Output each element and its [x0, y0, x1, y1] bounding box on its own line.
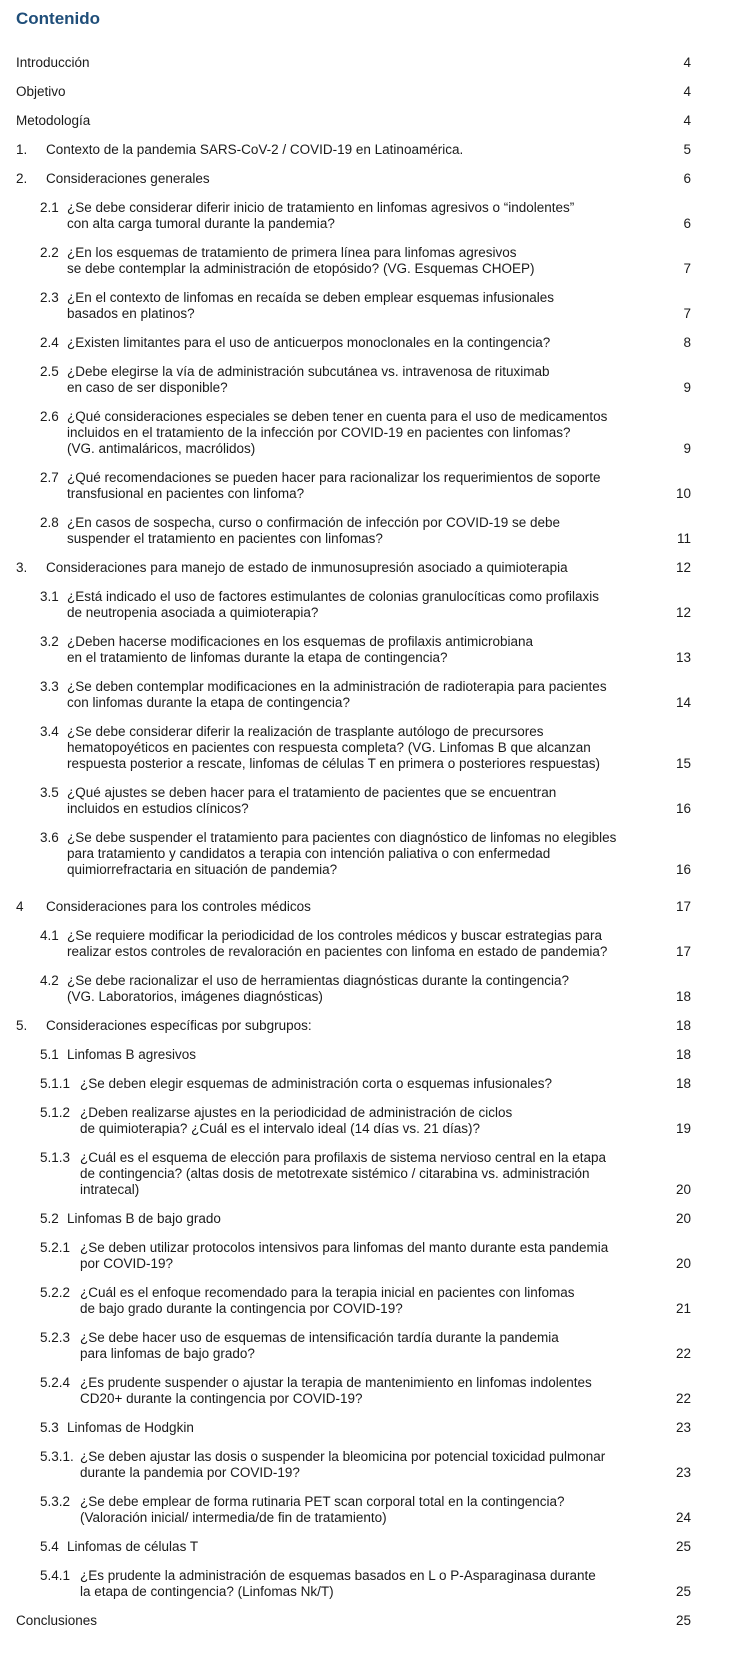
toc-page-number: 6 [683, 171, 691, 186]
toc-entry-title-line: (Valoración inicial/ intermedia/de fin de tratamiento) [80, 1510, 387, 1525]
toc-entry-number: 2.8 [40, 515, 59, 530]
toc-entry-title[interactable] [80, 1285, 575, 1317]
toc-entry-title-line: ¿Se deben elegir esquemas de administración corta o esquemas infusionales? [80, 1076, 553, 1091]
toc-page-number: 10 [675, 486, 691, 501]
toc-entry-number: 3. [16, 560, 28, 575]
toc-entry-title[interactable] [67, 830, 616, 878]
toc-entry-title-line: ¿Se debe suspender el tratamiento para pacientes con diagnóstico de linfomas no elegibles [67, 830, 617, 845]
toc-entry-title-line: Contexto de la pandemia SARS-CoV-2 / COVID-19 en Latinoamérica. [46, 142, 464, 157]
toc-entry-title-line: la etapa de contingencia? (Linfomas Nk/T) [80, 1584, 334, 1599]
toc-entry-title-line: en caso de ser disponible? [67, 380, 228, 395]
toc-entry-number: 5.1 [40, 1047, 59, 1062]
toc-entry-title-line: ¿Se deben contemplar modificaciones en la administración de radioterapia para pacientes [67, 679, 607, 694]
toc-entry-number: 2.4 [40, 335, 59, 350]
toc-entry-title-line: Metodología [16, 113, 91, 128]
toc-page-number: 17 [675, 899, 691, 914]
toc-entry-title-line: para linfomas de bajo grado? [80, 1346, 255, 1361]
toc-page-number: 25 [675, 1584, 691, 1599]
toc-entry-title-line: ¿Se requiere modificar la periodicidad de los controles médicos y buscar estrategias para [67, 928, 603, 943]
toc-entry-title[interactable] [67, 1420, 194, 1436]
toc-entry-title-line: CD20+ durante la contingencia por COVID-19? [80, 1391, 363, 1406]
toc-entry-number: 2. [16, 171, 28, 186]
toc-entry-title-line: suspender el tratamiento en pacientes con linfomas? [67, 531, 383, 546]
toc-entry-number: 5. [16, 1018, 28, 1033]
toc-entry-number: 5.2.4 [40, 1375, 71, 1390]
toc-page-number: 16 [675, 862, 691, 877]
toc-entry-title-line: ¿Es prudente suspender o ajustar la terapia de mantenimiento en linfomas indolentes [80, 1375, 592, 1390]
toc-entry-title[interactable] [46, 171, 210, 187]
toc-page-number: 25 [675, 1539, 691, 1554]
toc-entry-title-line: se debe contemplar la administración de etopósido? (VG. Esquemas CHOEP) [67, 261, 535, 276]
toc-entry-title-line: ¿Se debe racionalizar el uso de herramientas diagnósticas durante la contingencia? [67, 973, 570, 988]
toc-entry-number: 3.4 [40, 724, 59, 739]
toc-entry-title[interactable] [67, 1047, 196, 1063]
toc-entry-title-line: ¿Está indicado el uso de factores estimulantes de colonias granulocíticas como profilaxis [67, 589, 600, 604]
toc-entry-title[interactable] [80, 1330, 559, 1362]
toc-entry-title[interactable] [46, 142, 463, 158]
toc-entry-number: 4.2 [40, 973, 59, 988]
toc-entry-number: 4 [16, 899, 24, 914]
toc-entry-title[interactable] [46, 899, 311, 915]
toc-page-number: 18 [675, 1047, 691, 1062]
toc-entry-title[interactable] [16, 55, 90, 71]
toc-entry-title-line: durante la pandemia por COVID-19? [80, 1465, 300, 1480]
toc-entry-title-line: incluidos en el tratamiento de la infección por COVID-19 en pacientes con linfomas? [67, 425, 571, 440]
toc-entry-number: 5.2.3 [40, 1330, 71, 1345]
toc-entry-title-line: Consideraciones para manejo de estado de inmunosupresión asociado a quimioterapia [46, 560, 568, 575]
toc-page-number: 18 [675, 1076, 691, 1091]
toc-entry-title-line: ¿Es prudente la administración de esquemas basados en L o P-Asparaginasa durante [80, 1568, 596, 1583]
toc-entry-title-line: ¿Qué consideraciones especiales se deben tener en cuenta para el uso de medicamentos [67, 409, 608, 424]
toc-page-number: 9 [683, 441, 691, 456]
toc-page-number: 4 [683, 84, 691, 99]
toc-page-number: 24 [675, 1510, 691, 1525]
toc-entry-title-line: Consideraciones específicas por subgrupos: [46, 1018, 312, 1033]
toc-entry-number: 2.6 [40, 409, 59, 424]
toc-entry-title-line: ¿Qué recomendaciones se pueden hacer para racionalizar los requerimientos de soporte [67, 470, 601, 485]
toc-entry-title[interactable] [16, 113, 90, 129]
toc-entry-number: 5.4 [40, 1539, 59, 1554]
toc-entry-title-line: ¿Deben hacerse modificaciones en los esquemas de profilaxis antimicrobiana [67, 634, 533, 649]
toc-entry-number: 5.2 [40, 1211, 59, 1226]
toc-entry-number: 3.1 [40, 589, 59, 604]
toc-page-number: 20 [675, 1182, 691, 1197]
toc-entry-title-line: con linfomas durante la etapa de contingencia? [67, 695, 350, 710]
toc-entry-title-line: Linfomas de células T [67, 1539, 199, 1554]
toc-entry-title[interactable] [67, 409, 607, 457]
toc-page-number: 19 [675, 1121, 691, 1136]
toc-entry-title[interactable] [67, 245, 534, 277]
toc-entry-number: 5.3.2 [40, 1494, 71, 1509]
toc-entry-title-line: por COVID-19? [80, 1256, 174, 1271]
toc-page-number: 22 [675, 1391, 691, 1406]
toc-entry-title[interactable] [80, 1568, 596, 1600]
toc-entry-number: 2.1 [40, 200, 59, 215]
toc-entry-title-line: ¿Cuál es el enfoque recomendado para la terapia inicial en pacientes con linfomas [80, 1285, 575, 1300]
toc-entry-title-line: ¿Se debe considerar diferir la realización de trasplante autólogo de precursores [67, 724, 544, 739]
toc-entry-title-line: (VG. Laboratorios, imágenes diagnósticas) [67, 989, 323, 1004]
toc-entry-title-line: de neutropenia asociada a quimioterapia? [67, 605, 319, 620]
toc-entry-number: 3.5 [40, 785, 59, 800]
toc-entry-title-line: Consideraciones generales [46, 171, 210, 186]
toc-entry-title-line: hematopoyéticos en pacientes con respuesta completa? (VG. Linfomas B que alcanzan [67, 740, 591, 755]
toc-entry-number: 3.6 [40, 830, 59, 845]
toc-page-number: 12 [675, 605, 691, 620]
toc-entry-title-line: quimiorrefractaria en situación de pandemia? [67, 862, 338, 877]
toc-entry-title-line: basados en platinos? [67, 306, 195, 321]
toc-entry-title-line: Consideraciones para los controles médicos [46, 899, 311, 914]
toc-page-number: 17 [675, 944, 691, 959]
toc-page-number: 7 [683, 306, 691, 321]
toc-page-number: 13 [675, 650, 691, 665]
toc-entry-number: 2.2 [40, 245, 59, 260]
toc-entry-number: 2.7 [40, 470, 59, 485]
toc-entry-number: 5.1.2 [40, 1105, 71, 1120]
toc-entry-title-line: para tratamiento y candidatos a terapia con intención paliativa o con enfermedad [67, 846, 551, 861]
toc-entry-title-line: ¿Qué ajustes se deben hacer para el tratamiento de pacientes que se encuentran [67, 785, 557, 800]
page-title: Contenido [16, 9, 101, 28]
toc-entry-title-line: incluidos en estudios clínicos? [67, 801, 249, 816]
toc-entry-title-line: (VG. antimaláricos, macrólidos) [67, 441, 256, 456]
toc-entry-title[interactable] [80, 1494, 565, 1526]
toc-entry-title[interactable] [67, 515, 560, 547]
toc-entry-number: 3.2 [40, 634, 59, 649]
toc-entry-title[interactable] [67, 679, 607, 711]
toc-page-number: 23 [675, 1420, 691, 1435]
toc-page-number: 12 [675, 560, 691, 575]
toc-entry-title[interactable] [67, 1539, 198, 1555]
toc-entry-title[interactable] [67, 1211, 221, 1227]
toc-entry-title-line: ¿Se debe emplear de forma rutinaria PET scan corporal total en la contingencia? [80, 1494, 565, 1509]
toc-page-number: 18 [675, 1018, 691, 1033]
toc-page-number: 6 [683, 216, 691, 231]
toc-entry-title-line: con alta carga tumoral durante la pandemia? [67, 216, 335, 231]
toc-entry-title[interactable] [67, 928, 607, 960]
toc-entry-title-line: de contingencia? (altas dosis de metotrexate sistémico / citarabina vs. administración [80, 1166, 590, 1181]
toc-page-number: 20 [675, 1211, 691, 1226]
toc-entry-title[interactable] [80, 1240, 608, 1272]
toc-entry-title-line: ¿En el contexto de linfomas en recaída se deben emplear esquemas infusionales [67, 290, 555, 305]
toc-page-number: 4 [683, 55, 691, 70]
toc-entry-title[interactable] [46, 560, 568, 576]
toc-page-number: 22 [675, 1346, 691, 1361]
toc-entry-title[interactable] [80, 1105, 512, 1137]
toc-entry-title[interactable] [80, 1076, 552, 1092]
toc-page-number: 11 [676, 531, 691, 546]
toc-entry-title-line: ¿Se debe hacer uso de esquemas de intensificación tardía durante la pandemia [80, 1330, 559, 1345]
toc-entry-number: 5.2.1 [40, 1240, 71, 1255]
toc-entry-title[interactable] [80, 1150, 606, 1198]
toc-entry-number: 4.1 [40, 928, 59, 943]
toc-entry-title-line: Linfomas B de bajo grado [67, 1211, 221, 1226]
toc-entry-title[interactable] [46, 1018, 312, 1034]
toc-entry-title-line: Linfomas de Hodgkin [67, 1420, 194, 1435]
toc-entry-number: 5.1.3 [40, 1150, 71, 1165]
toc-entry-number: 2.3 [40, 290, 59, 305]
toc-entry-title[interactable] [67, 724, 600, 772]
toc-entry-number: 2.5 [40, 364, 59, 379]
toc-entry-title[interactable] [67, 364, 550, 396]
toc-entry-title-line: ¿Deben realizarse ajustes en la periodicidad de administración de ciclos [80, 1105, 513, 1120]
toc-entry-title-line: ¿En los esquemas de tratamiento de primera línea para linfomas agresivos [67, 245, 517, 260]
toc-entry-title-line: ¿Se debe considerar diferir inicio de tratamiento en linfomas agresivos o “indolentes” [67, 200, 575, 215]
toc-entry-title-line: Introducción [16, 55, 90, 70]
toc-page-number: 21 [675, 1301, 691, 1316]
toc-entry-title[interactable] [67, 785, 556, 817]
toc-entry-title-line: respuesta posterior a rescate, linfomas de células T en primera o posteriores respuestas) [67, 756, 601, 771]
toc-entry-title-line: de quimioterapia? ¿Cuál es el intervalo ideal (14 días vs. 21 días)? [80, 1121, 480, 1136]
toc-entry-number: 5.2.2 [40, 1285, 71, 1300]
toc-page-number: 18 [675, 989, 691, 1004]
toc-entry-number: 5.1.1 [40, 1076, 71, 1091]
toc-entry-title[interactable] [16, 1613, 97, 1629]
toc-entry-number: 5.3.1. [40, 1449, 74, 1464]
toc-page-number: 7 [683, 261, 691, 276]
toc-page-number: 4 [683, 113, 691, 128]
toc-entry-title[interactable] [16, 84, 66, 100]
toc-entry-title-line: Linfomas B agresivos [67, 1047, 197, 1062]
toc-entry-title-line: ¿En casos de sospecha, curso o confirmación de infección por COVID-19 se debe [67, 515, 561, 530]
toc-entry-title-line: Conclusiones [16, 1613, 98, 1628]
toc-entry-title-line: Objetivo [16, 84, 66, 99]
toc-page-number: 14 [675, 695, 691, 710]
toc-page-number: 8 [683, 335, 691, 350]
toc-entry-title-line: de bajo grado durante la contingencia por COVID-19? [80, 1301, 403, 1316]
toc-entry-title[interactable] [67, 290, 554, 322]
toc-entry-title[interactable] [80, 1449, 605, 1481]
toc-entry-title[interactable] [67, 973, 569, 1005]
toc-entry-title[interactable] [67, 200, 574, 232]
toc-page-number: 25 [675, 1613, 691, 1628]
toc-page-number: 20 [675, 1256, 691, 1271]
toc-entry-title-line: en el tratamiento de linfomas durante la etapa de contingencia? [67, 650, 448, 665]
toc-entry-title-line: realizar estos controles de revaloración en pacientes con linfoma en estado de pandemia? [67, 944, 608, 959]
toc-entry-title-line: intratecal) [80, 1182, 140, 1197]
toc-entry-title-line: ¿Se deben utilizar protocolos intensivos para linfomas del manto durante esta pandemia [80, 1240, 609, 1255]
toc-page-number: 5 [683, 142, 691, 157]
toc-page-number: 15 [675, 756, 691, 771]
toc-entry-title[interactable] [67, 335, 550, 351]
toc-entry-title-line: ¿Cuál es el esquema de elección para profilaxis de sistema nervioso central en la etapa [80, 1150, 607, 1165]
toc-entry-number: 1. [16, 142, 28, 157]
toc-page-number: 16 [675, 801, 691, 816]
toc-entry-title-line: transfusional en pacientes con linfoma? [67, 486, 305, 501]
toc-entry-number: 3.3 [40, 679, 59, 694]
toc-entry-title-line: ¿Existen limitantes para el uso de anticuerpos monoclonales en la contingencia? [67, 335, 551, 350]
toc-entry-title-line: ¿Debe elegirse la vía de administración subcutánea vs. intravenosa de rituximab [67, 364, 550, 379]
toc-page-number: 23 [675, 1465, 691, 1480]
toc-entry-title[interactable] [67, 634, 533, 666]
toc-entry-number: 5.3 [40, 1420, 59, 1435]
toc-entry-title[interactable] [67, 470, 601, 502]
toc-entry-title[interactable] [67, 589, 599, 621]
toc-entry-title-line: ¿Se deben ajustar las dosis o suspender la bleomicina por potencial toxicidad pulmonar [80, 1449, 606, 1464]
toc-entry-title[interactable] [80, 1375, 592, 1407]
toc-entry-number: 5.4.1 [40, 1568, 71, 1583]
toc-page-number: 9 [683, 380, 691, 395]
